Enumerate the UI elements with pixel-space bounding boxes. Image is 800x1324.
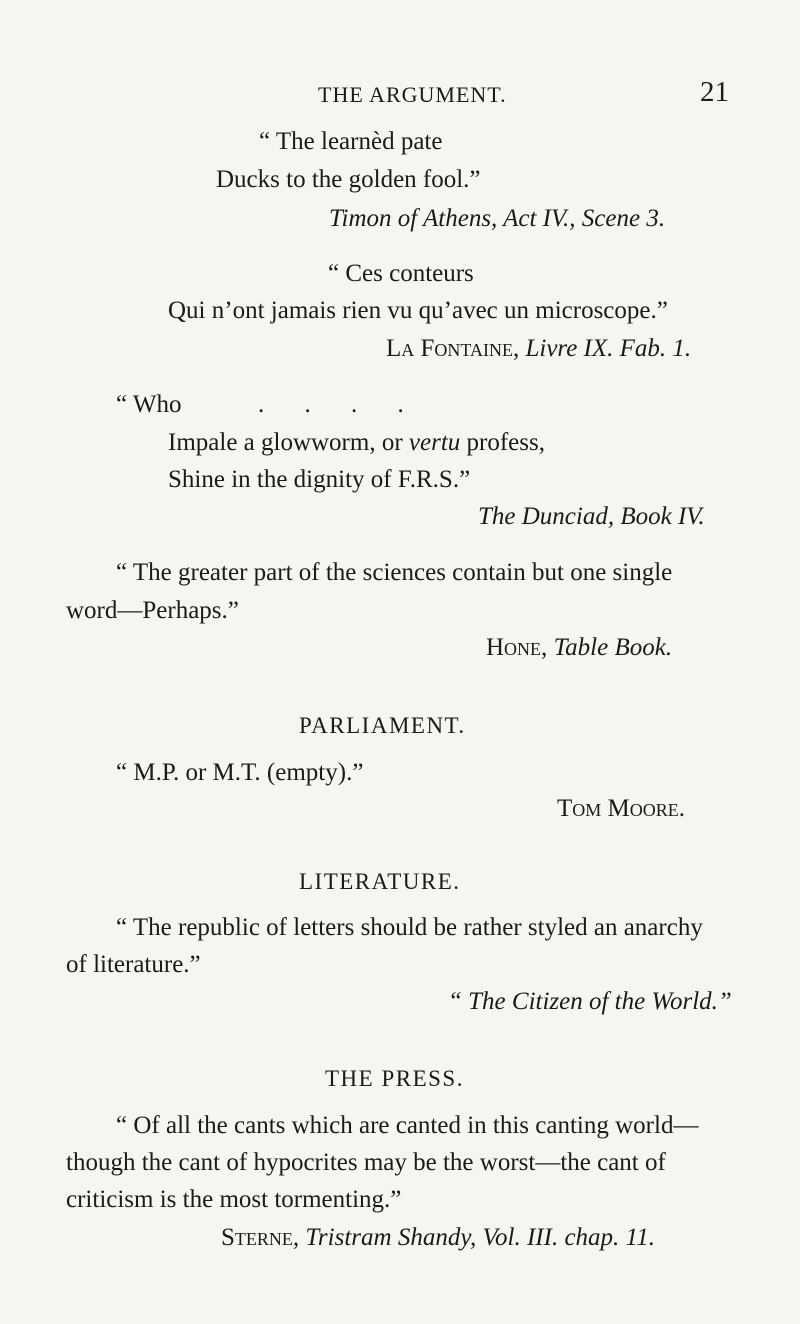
section-heading-press: THE PRESS. xyxy=(325,1066,464,1091)
page-number: 21 xyxy=(700,76,729,108)
quote-2-line-1: “ Ces conteurs xyxy=(328,260,474,287)
quote-3-line-2-start: Impale a glowworm, or xyxy=(168,429,409,456)
parliament-attribution: Tom Moore. xyxy=(557,795,686,822)
literature-quote-line-2: of literature.” xyxy=(66,951,201,978)
quote-3-line-2-end: profess, xyxy=(460,429,545,456)
quote-3-line-1: “ Who xyxy=(116,391,182,418)
press-quote-line-2: though the cant of hypocrites may be the worst—the cant of xyxy=(66,1149,666,1176)
quote-1-attribution: Timon of Athens, Act IV., Scene 3. xyxy=(329,205,666,232)
quote-3-line-2 xyxy=(168,427,545,459)
quote-3-line-3: Shine in the dignity of F.R.S.” xyxy=(168,466,471,493)
quote-2-author: La Fontaine, xyxy=(386,335,520,362)
literature-quote-line-1: “ The republic of letters should be rather styled an anarchy xyxy=(116,914,703,941)
quote-2-attribution xyxy=(386,333,691,365)
section-heading-parliament: PARLIAMENT. xyxy=(299,713,466,738)
press-attribution xyxy=(221,1222,655,1254)
quote-4-attribution xyxy=(486,632,672,664)
literature-attribution: “ The Citizen of the World.” xyxy=(448,988,732,1015)
press-quote-line-3: criticism is the most tormenting.” xyxy=(66,1186,402,1213)
quote-2-work: Livre IX. Fab. 1. xyxy=(525,335,692,362)
quote-2-line-2: Qui n’ont jamais rien vu qu’avec un microscope.” xyxy=(168,297,668,324)
quote-4-author: Hone, xyxy=(486,634,548,661)
running-title: THE ARGUMENT. xyxy=(318,82,507,107)
press-work: Tristram Shandy, Vol. III. chap. 11. xyxy=(305,1224,655,1251)
press-quote-line-1: “ Of all the cants which are canted in this canting world— xyxy=(116,1112,699,1139)
parliament-quote: “ M.P. or M.T. (empty).” xyxy=(116,759,364,786)
quote-1-line-1: “ The learnèd pate xyxy=(259,128,443,155)
quote-3-vertu: vertu xyxy=(408,429,461,456)
quote-4-work: Table Book. xyxy=(553,634,673,661)
quote-3-ellipsis: . . . . xyxy=(258,391,404,418)
section-heading-literature: LITERATURE. xyxy=(299,869,461,894)
quote-4-line-2: word—Perhaps.” xyxy=(66,597,239,624)
quote-1-line-2: Ducks to the golden fool.” xyxy=(216,166,481,193)
press-author: Sterne, xyxy=(221,1224,300,1251)
quote-3-attribution: The Dunciad, Book IV. xyxy=(478,503,705,530)
quote-4-line-1: “ The greater part of the sciences contain but one single xyxy=(116,559,673,586)
